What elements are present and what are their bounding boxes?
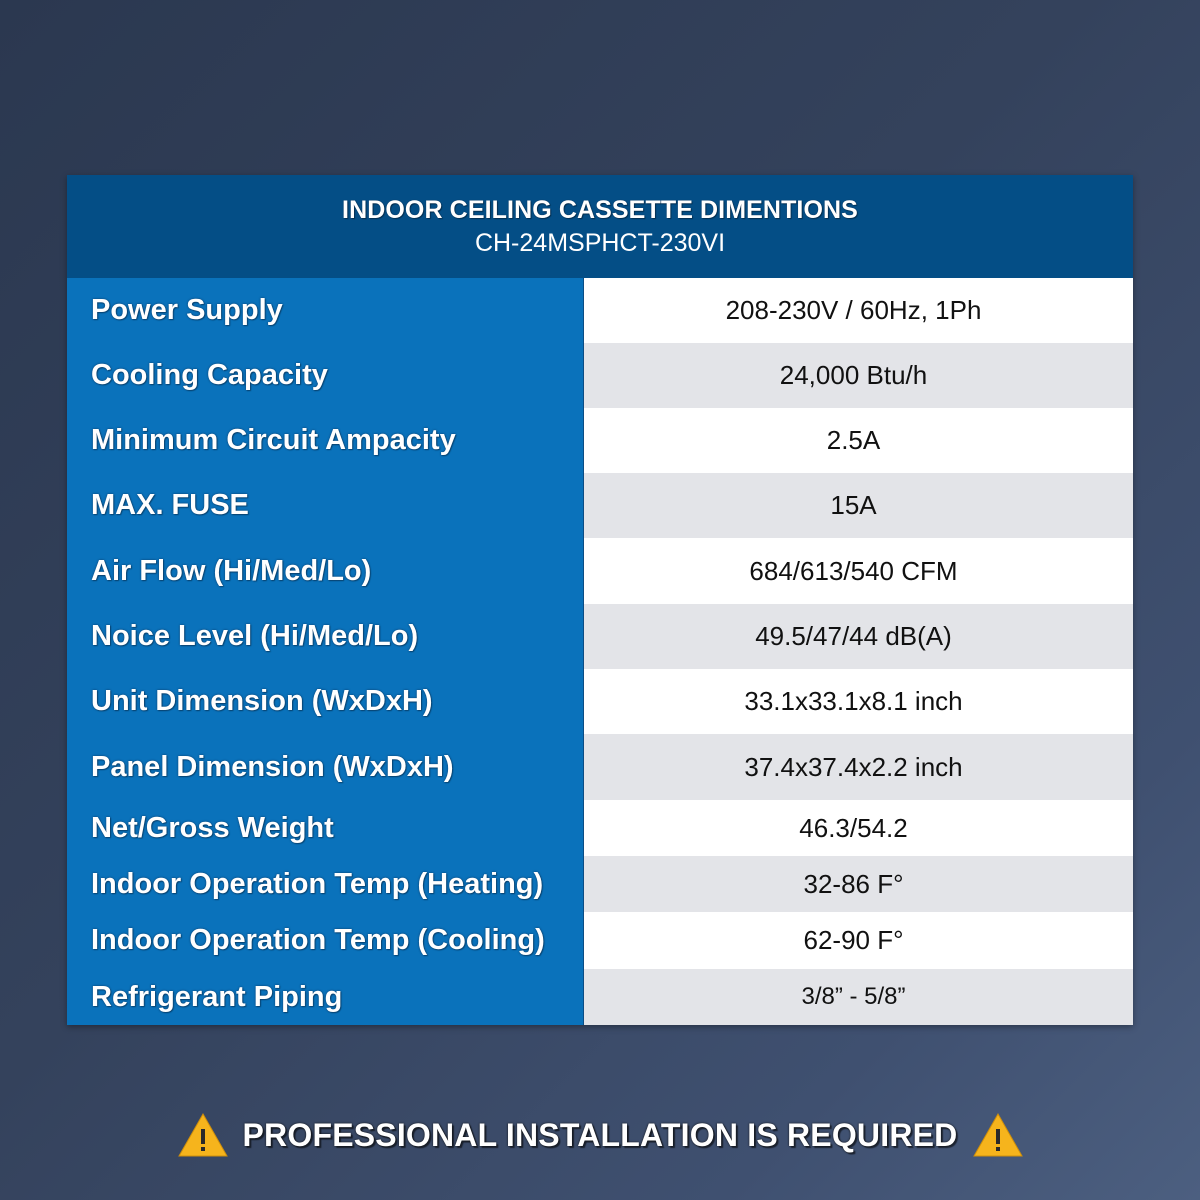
spec-row-cooling-capacity: [67, 343, 1133, 408]
spec-row-air-flow: [67, 538, 1133, 604]
spec-row-temp-heating: [67, 856, 1133, 912]
spec-label: Noice Level (Hi/Med/Lo): [67, 604, 584, 669]
spec-row-unit-dimension: [67, 669, 1133, 734]
spec-label: Cooling Capacity: [67, 343, 584, 408]
spec-value: 33.1x33.1x8.1 inch: [584, 669, 1133, 734]
spec-label: Air Flow (Hi/Med/Lo): [67, 538, 584, 604]
spec-value: 62-90 F°: [584, 912, 1133, 969]
warning-text: PROFESSIONAL INSTALLATION IS REQUIRED: [242, 1116, 958, 1153]
spec-row-power-supply: [67, 278, 1133, 343]
spec-label: Unit Dimension (WxDxH): [67, 669, 584, 734]
spec-value: 15A: [584, 473, 1133, 538]
spec-row-weight: [67, 800, 1133, 856]
spec-label: Minimum Circuit Ampacity: [67, 408, 584, 473]
warning-triangle-icon: [972, 1112, 1024, 1158]
spec-label: Net/Gross Weight: [67, 800, 584, 856]
spec-value: 3/8” - 5/8”: [584, 969, 1133, 1025]
table-header: [67, 175, 1133, 278]
spec-row-refrigerant-piping: [67, 969, 1133, 1025]
spec-label: Indoor Operation Temp (Heating): [67, 856, 584, 912]
spec-label: Refrigerant Piping: [67, 969, 584, 1025]
spec-value: 32-86 F°: [584, 856, 1133, 912]
spec-value: 24,000 Btu/h: [584, 343, 1133, 408]
spec-label: MAX. FUSE: [67, 473, 584, 538]
spec-label: Power Supply: [67, 278, 584, 343]
spec-row-max-fuse: [67, 473, 1133, 538]
model-number: CH-24MSPHCT-230VI: [474, 229, 726, 257]
spec-row-panel-dimension: [67, 734, 1133, 800]
spec-value: 46.3/54.2: [584, 800, 1133, 856]
spec-value: 37.4x37.4x2.2 inch: [584, 734, 1133, 800]
spec-value: 49.5/47/44 dB(A): [584, 604, 1133, 669]
spec-label: Indoor Operation Temp (Cooling): [67, 912, 584, 969]
spec-value: 684/613/540 CFM: [584, 538, 1133, 604]
spec-row-temp-cooling: [67, 912, 1133, 969]
table-title: INDOOR CEILING CASSETTE DIMENTIONS: [342, 196, 858, 224]
installation-warning: [0, 1110, 1200, 1160]
spec-row-min-circuit-ampacity: [67, 408, 1133, 473]
warning-triangle-icon: [177, 1112, 229, 1158]
spec-row-noise-level: [67, 604, 1133, 669]
spec-value: 208-230V / 60Hz, 1Ph: [584, 278, 1133, 343]
spec-value: 2.5A: [584, 408, 1133, 473]
spec-label: Panel Dimension (WxDxH): [67, 734, 584, 800]
spec-table: [67, 175, 1133, 1025]
